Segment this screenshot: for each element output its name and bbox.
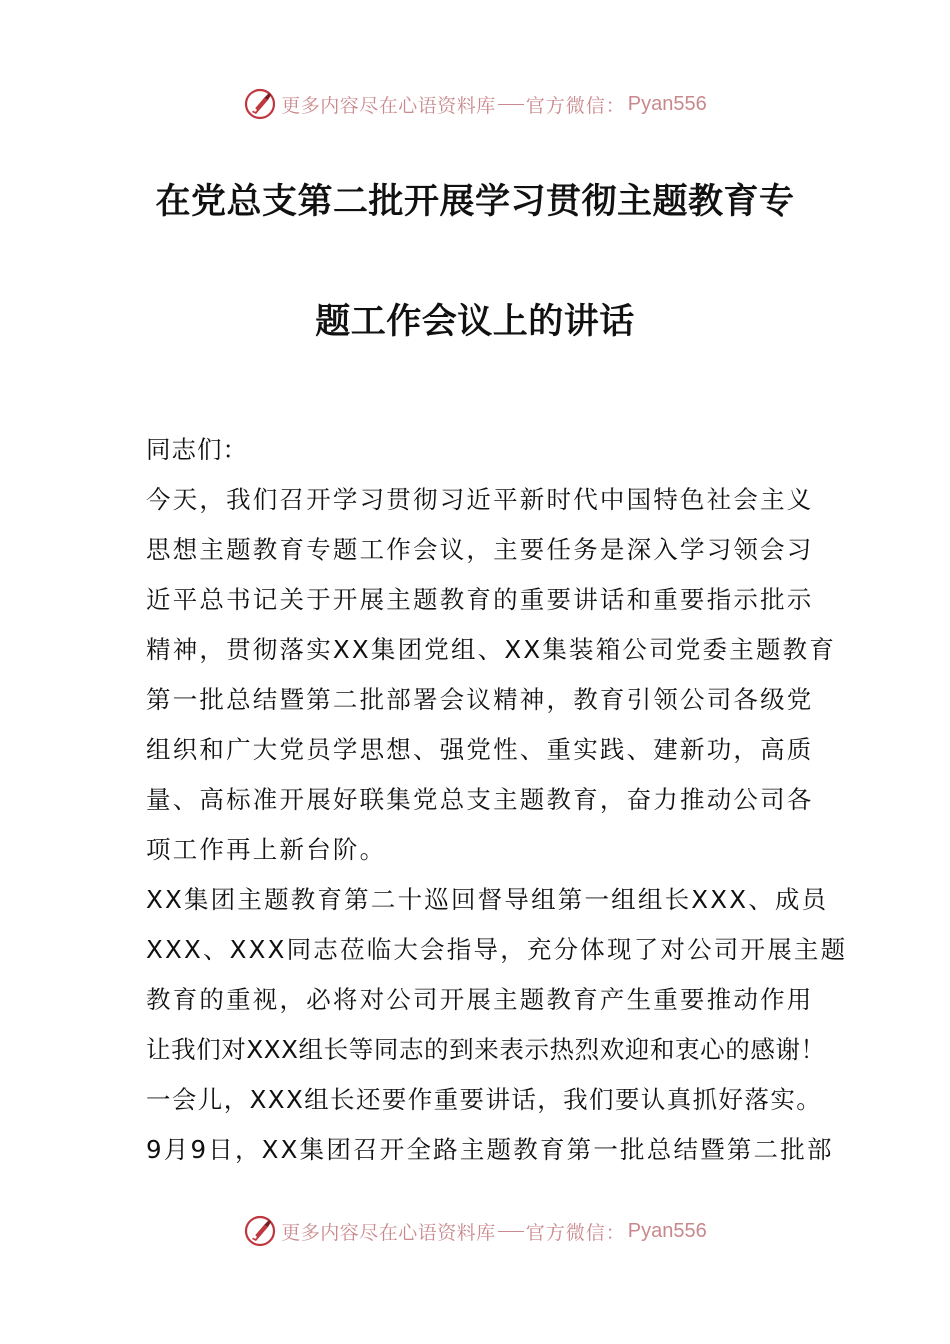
- watermark-dash: [498, 1231, 524, 1232]
- body-line: 同志们：: [146, 435, 248, 464]
- watermark-sub-text: 官方微信：: [525, 1221, 626, 1244]
- body-line: 思想主题教育专题工作会议，主要任务是深入学习领会习: [146, 535, 814, 564]
- watermark-sub-text: 官方微信：: [525, 94, 626, 117]
- body-line: XXX、XXX同志莅临大会指导，充分体现了对公司开展主题: [146, 935, 848, 964]
- body-line: 组织和广大党员学思想、强党性、重实践、建新功，高质: [146, 735, 814, 764]
- header-watermark: [0, 84, 950, 124]
- body-line: 项工作再上新台阶。: [146, 835, 387, 864]
- footer-watermark: [0, 1211, 950, 1251]
- body-line: 9月9日，XX集团召开全路主题教育第一批总结暨第二批部: [146, 1135, 834, 1164]
- body-line: 一会儿，XXX组长还要作重要讲话，我们要认真抓好落实。: [146, 1085, 823, 1114]
- body-line: 近平总书记关于开展主题教育的重要讲话和重要指示批示: [146, 585, 814, 614]
- watermark-wechat-id: Pyan556: [627, 1219, 707, 1242]
- document-title-line-1: 在党总支第二批开展学习贯彻主题教育专: [155, 182, 795, 222]
- body-line: 第一批总结暨第二批部署会议精神，教育引领公司各级党: [146, 685, 814, 714]
- body-line: 今天，我们召开学习贯彻习近平新时代中国特色社会主义: [146, 485, 814, 514]
- watermark-main-text: 更多内容尽在心语资料库: [281, 94, 496, 117]
- body-line: 教育的重视，必将对公司开展主题教育产生重要推动作用: [146, 985, 814, 1014]
- pen-nib-logo-icon: [243, 87, 277, 121]
- watermark-dash: [498, 104, 524, 105]
- body-line: 精神，贯彻落实XX集团党组、XX集装箱公司党委主题教育: [146, 635, 837, 664]
- watermark-wechat-id: Pyan556: [627, 92, 707, 115]
- document-body: [146, 425, 848, 1175]
- body-line: XX集团主题教育第二十巡回督导组第一组组长XXX、成员: [146, 885, 829, 914]
- pen-nib-logo-icon: [243, 1214, 277, 1248]
- watermark-main-text: 更多内容尽在心语资料库: [281, 1221, 496, 1244]
- body-line: 量、高标准开展好联集党总支主题教育，奋力推动公司各: [146, 785, 814, 814]
- document-title-line-2: 题工作会议上的讲话: [315, 302, 635, 342]
- body-line: 让我们对XXX组长等同志的到来表示热烈欢迎和衷心的感谢！: [146, 1035, 826, 1064]
